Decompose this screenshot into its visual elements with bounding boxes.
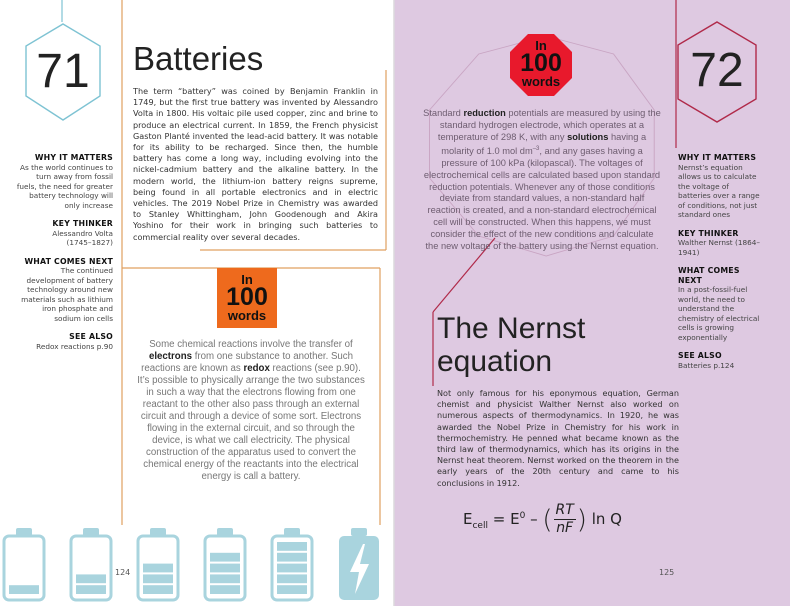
battery-charge-segment	[76, 574, 106, 583]
battery-charge-segment	[210, 585, 240, 594]
what-comes-next-text: In a post-fossil-fuel world, the need to understand the chemistry of electrical cells is growing exponentially	[678, 285, 760, 342]
badge-in: In	[535, 38, 547, 53]
battery-charge-segment	[277, 553, 307, 562]
what-comes-next-text: The continued development of battery technology around new materials such as lithium iron phosphate and sodium ion cells	[21, 266, 113, 323]
battery-charge-segment	[143, 585, 173, 594]
body-text: Not only famous for his eponymous equation, German chemist and physicist Walther Nernst also worked on numerous aspects of thermodynamics. In 1920, he was awarded the Nobel Prize in Chemistry for his work in thermochemistry. He penned what became known as the third law of thermodynamics, which has its origins in the Nernst heat theorem. Nernst worked on the theorem in the early years of the 20th century and came to his conclusions in 1912.	[437, 388, 679, 488]
battery-charge-segment	[143, 564, 173, 573]
see-also-heading: SEE ALSO	[69, 332, 113, 341]
page-number-left: 124	[115, 568, 131, 577]
paren-left-icon: (	[542, 504, 553, 535]
chapter-number: 71	[36, 45, 90, 98]
chapter-number: 72	[690, 44, 744, 97]
hundred-words-part: reactions (see p.90). It’s possible to physically arrange the two substances in such a way that the electrons flowing from one reactant to the other also pass through an external circuit and through a device of some sort. Electrons flowing in the external circuit, and so through the device, is what we call electricity. The physical construction of the apparatus used to convert the chemical energy of the reactants into the electrical energy is call a battery.	[137, 363, 365, 482]
formula-ln: ln Q	[586, 510, 622, 528]
badge-words: words	[227, 308, 267, 323]
formula-minus: –	[525, 510, 543, 528]
hundred-words-bold: solutions	[567, 131, 609, 142]
key-thinker-text: Alessandro Volta (1745–1827)	[52, 228, 113, 247]
battery-charge-segment	[76, 585, 106, 594]
badge-words: words	[521, 74, 561, 89]
why-it-matters-heading: WHY IT MATTERS	[678, 153, 757, 162]
hundred-words-part: Some chemical reactions involve the transfer of	[149, 339, 353, 350]
page-title: Batteries	[133, 40, 264, 77]
hundred-words-part: , and any gases having a pressure of 100 kPa (kilopascal). The voltages of electrochemical cells are calculated based upon standard reduction potentials. Whenever any of those conditions deviate from standard values, a non-standard half reaction is created, and a non-standard electrochemical cell will be constructed. When this happens, we must consider the effect of the new conditions and calculate the new voltage of the battery using the Nernst equation.	[423, 145, 661, 252]
badge-in: In	[241, 272, 253, 287]
hundred-words-sup: –3	[532, 145, 540, 152]
battery-charge-segment	[277, 542, 307, 551]
in-100-words-badge	[510, 34, 572, 96]
battery-charge-segment	[210, 553, 240, 562]
hundred-words-text	[423, 108, 661, 253]
formula-denominator: nF	[556, 520, 574, 536]
badge-100: 100	[226, 283, 268, 311]
page-title-line2: equation	[437, 345, 553, 378]
see-also-text: Batteries p.124	[678, 360, 735, 370]
battery-charge-segment	[210, 574, 240, 583]
hundred-words-bold: electrons	[148, 351, 193, 362]
formula-e0-sup: 0	[519, 511, 526, 521]
sidebar	[16, 153, 113, 351]
see-also-heading: SEE ALSO	[678, 351, 722, 360]
battery-charge-segment	[277, 564, 307, 573]
battery-charge-segment	[210, 564, 240, 573]
hundred-words-part: potentials are measured by using the standard hydrogen electrode, which operates at a temperature of 298 K, with any	[437, 108, 661, 142]
hundred-words-part: Standard	[423, 108, 464, 118]
chapter-number-hexagon	[676, 20, 758, 124]
paren-right-icon: )	[576, 504, 587, 535]
formula-e-sub: cell	[472, 521, 488, 531]
hundred-words-part: having a molarity of 1.0 mol dm	[441, 131, 647, 156]
page-title-line1: The Nernst	[437, 312, 586, 345]
nernst-formula	[463, 502, 622, 537]
chapter-number-hexagon	[24, 22, 102, 122]
formula-eq: = E	[487, 510, 520, 528]
formula-numerator: RT	[555, 502, 574, 518]
right-page	[395, 0, 790, 606]
page-number-right: 125	[659, 568, 675, 577]
battery-charge-segment	[9, 585, 39, 594]
why-it-matters-text: As the world continues to turn away from fossil fuels, the need for greater battery technology will only increase	[16, 162, 113, 210]
battery-icons-row	[0, 516, 395, 606]
hundred-words-bold: reduction	[463, 108, 506, 118]
sidebar	[678, 153, 763, 370]
page-title	[437, 312, 585, 378]
badge-100: 100	[520, 49, 562, 77]
formula-e: E	[463, 510, 473, 528]
battery-charge-segment	[277, 574, 307, 583]
hundred-words-part: from one substance to another. Such reactions are known as	[141, 351, 354, 374]
hundred-words-text	[135, 339, 367, 483]
key-thinker-heading: KEY THINKER	[52, 219, 113, 228]
what-comes-next-heading: WHAT COMES NEXT	[24, 256, 113, 266]
in-100-words-badge	[217, 268, 277, 328]
why-it-matters-heading: WHY IT MATTERS	[34, 153, 113, 162]
battery-terminal	[351, 528, 367, 536]
key-thinker-heading: KEY THINKER	[678, 228, 739, 238]
battery-charge-segment	[143, 574, 173, 583]
what-comes-next-heading: WHAT COMES NEXT	[678, 266, 740, 285]
why-it-matters-text: Nernst’s equation allows us to calculate the voltage of batteries over a range of conditions, not just standard ones	[678, 162, 760, 219]
key-thinker-text: Walther Nernst (1864–1941)	[678, 238, 761, 257]
body-text: The term “battery” was coined by Benjamin Franklin in 1749, but the first true battery was invented by Alessandro Volta in 1800. His voltaic pile used copper, zinc and brine to produce an electrical current. In 1859, the French physicist Gaston Planté invented the lead-acid battery. It was notable for its ability to be recharged. Since then, the humble battery has come a long way, including evolving into the nickel-cadmium battery and the alkaline battery. In the modern world, the lithium-ion battery reigns supreme, being found in all portable electronics and in electric vehicles. The 2019 Nobel Prize in Chemistry was awarded to Stanley Whittingham, John Goodenough and Akira Yoshino for their work in bringing such batteries to commercial reality over several decades.	[133, 86, 378, 242]
see-also-text: Redox reactions p.90	[36, 341, 113, 351]
battery-charge-segment	[277, 585, 307, 594]
hundred-words-bold: redox	[243, 363, 270, 374]
